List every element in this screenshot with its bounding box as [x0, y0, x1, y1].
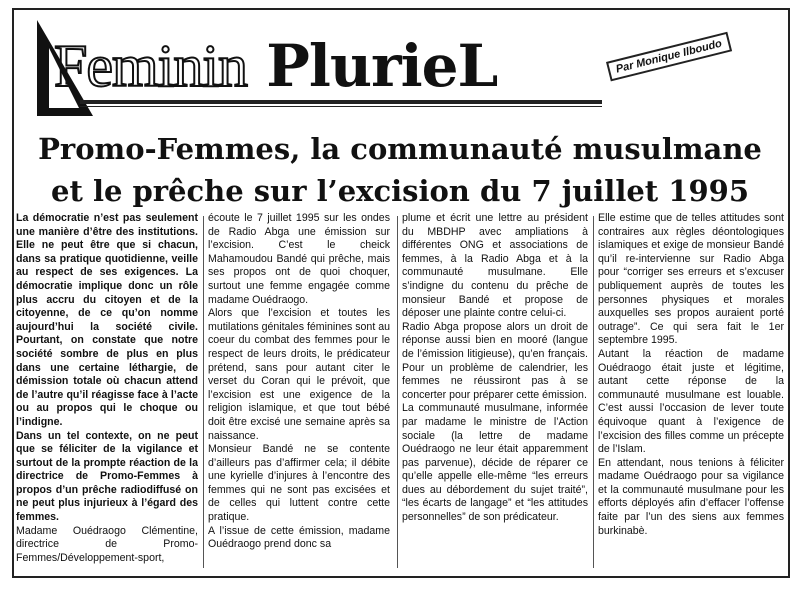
column-divider	[397, 216, 398, 568]
paragraph: Monsieur Bandé ne se contente d’ailleurs pas d’affirmer cela; il débite une kyrielle d’injures à l’encontre des femmes qui ne sont pas excisées et de celles qui luttent contre cette pratique.	[208, 443, 390, 524]
masthead-rule	[80, 100, 602, 104]
column-divider	[203, 216, 204, 568]
headline-line-1: Promo-Femmes, la communauté musulmane	[38, 132, 762, 166]
paragraph: Elle estime que de telles attitudes sont contraires aux règles déontologiques islamiques et exige de monsieur Bandé qu’il re-intervienne sur Radio Abga pour “corriger ses erreurs et s’excuser publiquement auprès de toutes les personnes physiques et morales auxquelles ses propos auraient porté outrage”. Ce qui sera fait le 1er septembre 1995.	[598, 212, 784, 347]
paragraph: En attendant, nous tenions à féliciter madame Ouédraogo pour sa vigilance et la communauté musulmane pour les efforts déployés afin d’effacer l’offense faite par l’un des siens aux femmes burkinabè.	[598, 456, 784, 537]
headline-line-2: et le prêche sur l’excision du 7 juillet 1995	[51, 174, 749, 208]
paragraph: écoute le 7 juillet 1995 sur les ondes de Radio Abga une émission sur l’excision. C’est le cheick Mahamoudou Bandé qui prêche, mais ses propos ont de quoi choquer, surtout une femme engagée comme madame Ouédraogo.	[208, 212, 390, 306]
paragraph: A l’issue de cette émission, madame Ouédraogo prend donc sa	[208, 524, 390, 551]
article-headline	[20, 128, 780, 212]
paragraph: Radio Abga propose alors un droit de réponse aussi bien en mooré (langue de l’émission litigieuse), qu’en français. Pour un problème de calendrier, les femmes ne réussiront pas à se concerter pour préparer cette émission.	[402, 320, 588, 401]
column-2	[208, 212, 390, 572]
paragraph: Madame Ouédraogo Clémentine, directrice de Promo-Femmes/Développement-sport,	[16, 524, 198, 564]
paragraph: Dans un tel contexte, on ne peut que se féliciter de la vigilance et surtout de la prompte réaction de la directrice de Promo-Femmes à propos d’un prêche radiodiffusé on ne peut plus injurieux à l’égard des femmes.	[16, 429, 198, 524]
byline-stamp: Par Monique Ilboudo	[606, 32, 732, 82]
masthead-feminin: Feminin	[54, 33, 248, 99]
column-3	[402, 212, 588, 572]
paragraph: Alors que l’excision et toutes les mutilations génitales féminines sont au coeur du combat des femmes pour le respect de leurs droits, le prédicateur prétend, sans pour autant citer le verset du Coran qui le prévoit, que l’excision est une exigence de la religion islamique, et que tout bébé doit être excisé une semaine après sa naissance.	[208, 307, 390, 442]
masthead-rule-thin	[80, 106, 602, 107]
masthead-pluriel: PlurieL	[266, 32, 498, 100]
column-4	[598, 212, 784, 572]
paragraph: La communauté musulmane, informée par madame le ministre de l’Action sociale (la lettre de madame Ouédraogo ne leur était apparemment pas parvenue), décide de réparer ce qu’elle appelle elle-même “les erreurs dues au débordement du sujet traité”, “les écarts de langage” et “les attitudes personnelles” de son prédicateur.	[402, 402, 588, 524]
column-divider	[593, 216, 594, 568]
paragraph: Autant la réaction de madame Ouédraogo était juste et légitime, autant cette réponse de la communauté musulmane est louable. C’est aussi l’occasion de lever toute équivoque quant à l’exigence de l’excision des filles comme un précepte de l’Islam.	[598, 347, 784, 456]
paragraph: La démocratie n’est pas seulement une manière d’être des institutions. Elle ne peut être que si chacun, dans sa pratique quotidienne, veille au respect de ses exigences. La démocratie implique donc un rôle plus accru du citoyen et de la citoyenne, de ce qu’on nomme aujourd’hui la société civile. Pourtant, on constate que notre société sombre de plus en plus dans une certaine léthargie, de démission totale où chacun attend de l’autre qu’il réagisse face à l’acte ou au propos qui le choque ou l’indigne.	[16, 212, 198, 428]
article-body	[16, 212, 786, 572]
column-1	[16, 212, 198, 572]
paragraph: plume et écrit une lettre au président du MBDHP avec ampliations à différentes ONG et associations de femmes, à la Radio Abga et à la communauté musulmane. Elle s’indigne du contenu du prêche de monsieur Bandé et propose de déposer une plainte contre celui-ci.	[402, 212, 588, 320]
masthead-title	[54, 34, 497, 98]
